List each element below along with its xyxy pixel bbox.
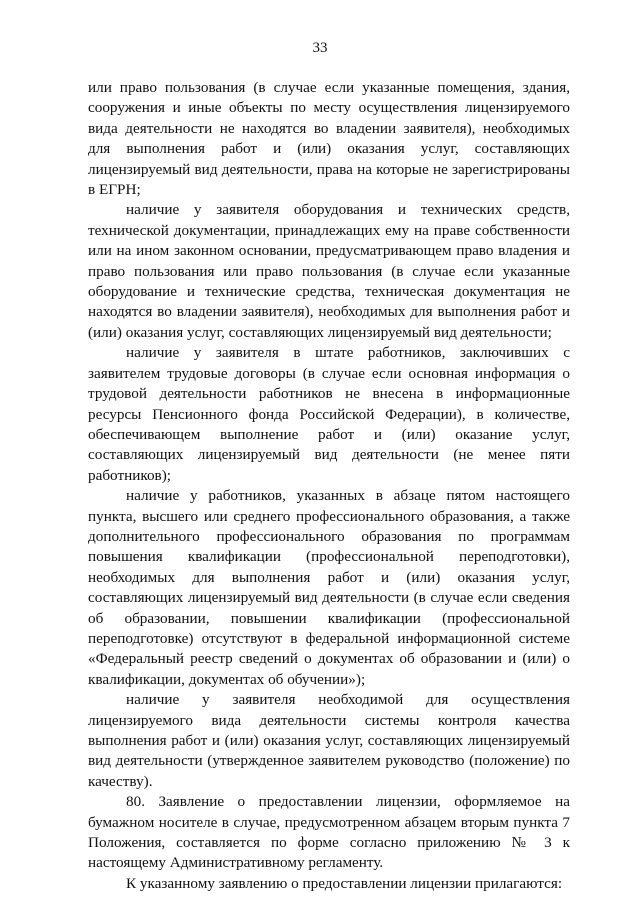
paragraph-staff: наличие у заявителя в штате работников, заключивших с заявителем трудовые договоры (в случае если основная информация о трудовой деятельности работников не внесена в информационные ресурсы Пенсионного фонда Российской Федерации), в количестве, обеспечивающем выполнение работ и (или) оказание услуг, составляющих лицензируемый вид деятельности (не менее пяти работников); <box>88 344 570 484</box>
paragraph-quality-control: наличие у заявителя необходимой для осуществления лицензируемого вида деятельности системы контроля качества выполнения работ и (или) оказания услуг, составляющих лицензируемый вид деятельности (утвержденное заявителем руководство (положение) по качеству). <box>88 691 570 790</box>
paragraph-attachments: К указанному заявлению о предоставлении лицензии прилагаются: <box>126 874 563 892</box>
page-number: 33 <box>312 40 328 56</box>
paragraph-education: наличие у работников, указанных в абзаце пятом настоящего пункта, высшего или среднего профессионального образования, а также дополнительного профессионального образования по программам повышения квалификации (профессиональной переподготовки), необходимых для выполнения работ и (или) оказания услуг, составляющих лицензируемый вид деятельности (в случае если сведения об образовании, повышении квалификации (профессиональной переподготовке) отсутствуют в федеральной информационной системе «Федеральный реестр сведений о документах об образовании и (или) о квалификации, документах об обучении»); <box>88 487 570 688</box>
paragraph-continuation: или право пользования (в случае если указанные помещения, здания, сооружения и иные объекты по месту осуществления лицензируемого вида деятельности не находятся во владении заявителя), необходимых для выполнения работ и (или) оказания услуг, составляющих лицензируемый вид деятельности, права на которые не зарегистрированы в ЕГРН; <box>88 79 570 199</box>
paragraph-item-80: 80. Заявление о предоставлении лицензии, оформляемое на бумажном носителе в случае, предусмотренном абзацем вторым пункта 7 Положения, составляется по форме согласно приложению № 3 к настоящему Административному регламенту. <box>88 793 570 872</box>
paragraph-equipment: наличие у заявителя оборудования и технических средств, технической документации, принадлежащих ему на праве собственности или на ином законном основании, предусматривающем право владения и право пользования или право пользования (в случае если указанные оборудование и технические средства, техническая документация не находятся во владении заявителя), необходимых для выполнения работ и (или) оказания услуг, составляющих лицензируемый вид деятельности; <box>88 201 570 341</box>
document-body <box>88 78 570 894</box>
